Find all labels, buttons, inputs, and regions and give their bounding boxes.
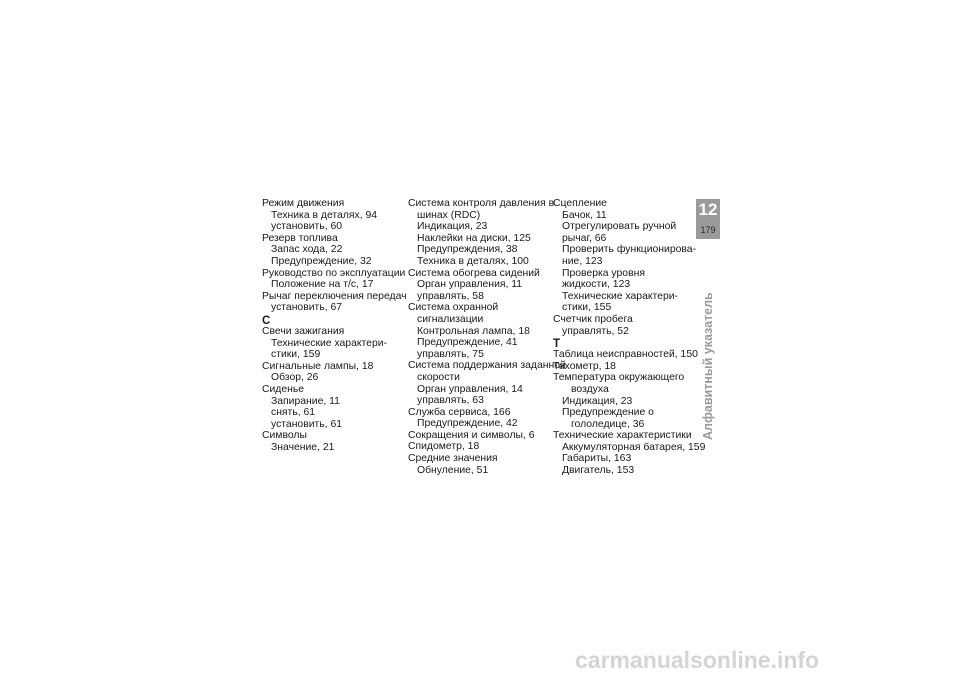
index-entry: Система поддержания заданной xyxy=(408,360,566,372)
index-entry: Спидометр, 18 xyxy=(408,441,480,453)
index-subentry: Технические характери- xyxy=(271,337,387,349)
index-subentry: сигнализации xyxy=(417,313,484,325)
index-section-letter: Т xyxy=(553,338,561,351)
index-subentry: Техника в деталях, 100 xyxy=(417,255,529,267)
index-column-3 xyxy=(553,198,706,477)
index-subentry: управлять, 63 xyxy=(417,395,484,407)
index-subentry: Аккумуляторная батарея, 159 xyxy=(562,441,706,453)
index-entry: Резерв топлива xyxy=(262,232,338,244)
index-subentry: Предупреждение, 32 xyxy=(271,255,372,267)
index-subentry: Запирание, 11 xyxy=(271,395,340,407)
index-subentry: стики, 159 xyxy=(271,349,321,361)
index-entry: Система охранной xyxy=(408,302,499,314)
index-subentry: гололедице, 36 xyxy=(571,418,645,430)
index-subentry: установить, 60 xyxy=(271,221,343,233)
index-subentry: Обзор, 26 xyxy=(271,372,319,384)
index-subentry: Бачок, 11 xyxy=(562,209,607,221)
index-entry: Свечи зажигания xyxy=(262,325,345,337)
index-subentry: Предупреждение, 41 xyxy=(417,337,518,349)
index-entry: Система контроля давления в xyxy=(408,198,555,209)
index-section-letter: С xyxy=(262,314,271,327)
chapter-title: Алфавитный указатель xyxy=(701,292,715,440)
index-subentry: Положение на т/с, 17 xyxy=(271,279,374,291)
index-subentry: Техника в деталях, 94 xyxy=(271,209,378,221)
index-entry: Температура окружающего xyxy=(553,372,685,384)
index-subentry: Индикация, 23 xyxy=(417,221,488,233)
index-subentry: установить, 67 xyxy=(271,302,343,314)
index-column-1 xyxy=(262,198,407,453)
index-subentry: управлять, 75 xyxy=(417,348,484,360)
index-subentry: Отрегулировать ручной xyxy=(562,221,677,233)
index-subentry: Орган управления, 14 xyxy=(417,383,523,395)
index-subentry: управлять, 52 xyxy=(562,325,629,337)
chapter-tab xyxy=(696,199,720,239)
index-subentry: Предупреждения, 38 xyxy=(417,244,518,256)
index-entry: Счетчик пробега xyxy=(553,313,633,325)
index-entry: Таблица неисправностей, 150 xyxy=(553,349,698,361)
index-entry: Сигнальные лампы, 18 xyxy=(262,360,374,372)
index-subentry: Обнуление, 51 xyxy=(417,464,489,476)
index-entry: Технические характеристики xyxy=(553,430,692,442)
index-subentry: установить, 61 xyxy=(271,418,343,430)
page-number: 179 xyxy=(700,225,716,235)
index-subentry: шинах (RDC) xyxy=(417,209,481,221)
index-subentry: скорости xyxy=(417,371,460,383)
index-subentry: Двигатель, 153 xyxy=(562,465,635,477)
index-subentry: Проверка уровня xyxy=(562,267,645,279)
index-entry: Сиденье xyxy=(262,383,305,395)
chapter-number: 12 xyxy=(698,200,718,219)
index-entry: Средние значения xyxy=(408,453,498,465)
index-subentry: Индикация, 23 xyxy=(562,395,633,407)
index-entry: Сцепление xyxy=(553,198,607,209)
index-subentry: Наклейки на диски, 125 xyxy=(417,232,531,244)
index-entry: Тахометр, 18 xyxy=(553,360,616,372)
index-subentry: воздуха xyxy=(571,383,609,395)
index-subentry: управлять, 58 xyxy=(417,290,484,302)
index-subentry: ние, 123 xyxy=(562,255,603,267)
index-subentry: Орган управления, 11 xyxy=(417,279,523,291)
index-entry: Система обогрева сидений xyxy=(408,267,540,279)
index-column-2 xyxy=(408,198,566,476)
index-subentry: снять, 61 xyxy=(271,407,316,419)
index-subentry: Предупреждение, 42 xyxy=(417,418,518,430)
index-subentry: Габариты, 163 xyxy=(562,453,632,465)
index-subentry: Значение, 21 xyxy=(271,441,335,453)
index-entry: Режим движения xyxy=(262,198,345,209)
index-subentry: Технические характери- xyxy=(562,290,678,302)
index-entry: Сокращения и символы, 6 xyxy=(408,429,535,441)
index-entry: Рычаг переключения передач xyxy=(262,290,407,302)
index-subentry: стики, 155 xyxy=(562,302,612,314)
index-entry: Служба сервиса, 166 xyxy=(408,406,511,418)
index-subentry: Контрольная лампа, 18 xyxy=(417,325,530,337)
index-subentry: Запас хода, 22 xyxy=(271,244,343,256)
index-subentry: жидкости, 123 xyxy=(562,279,631,291)
index-subentry: Проверить функционирова- xyxy=(562,244,697,256)
index-entry: Руководство по эксплуатации xyxy=(262,267,406,279)
watermark: carmanualsonline.info xyxy=(575,647,820,673)
index-subentry: рычаг, 66 xyxy=(562,232,607,244)
index-entry: Символы xyxy=(262,430,307,442)
index-subentry: Предупреждение о xyxy=(562,407,654,419)
